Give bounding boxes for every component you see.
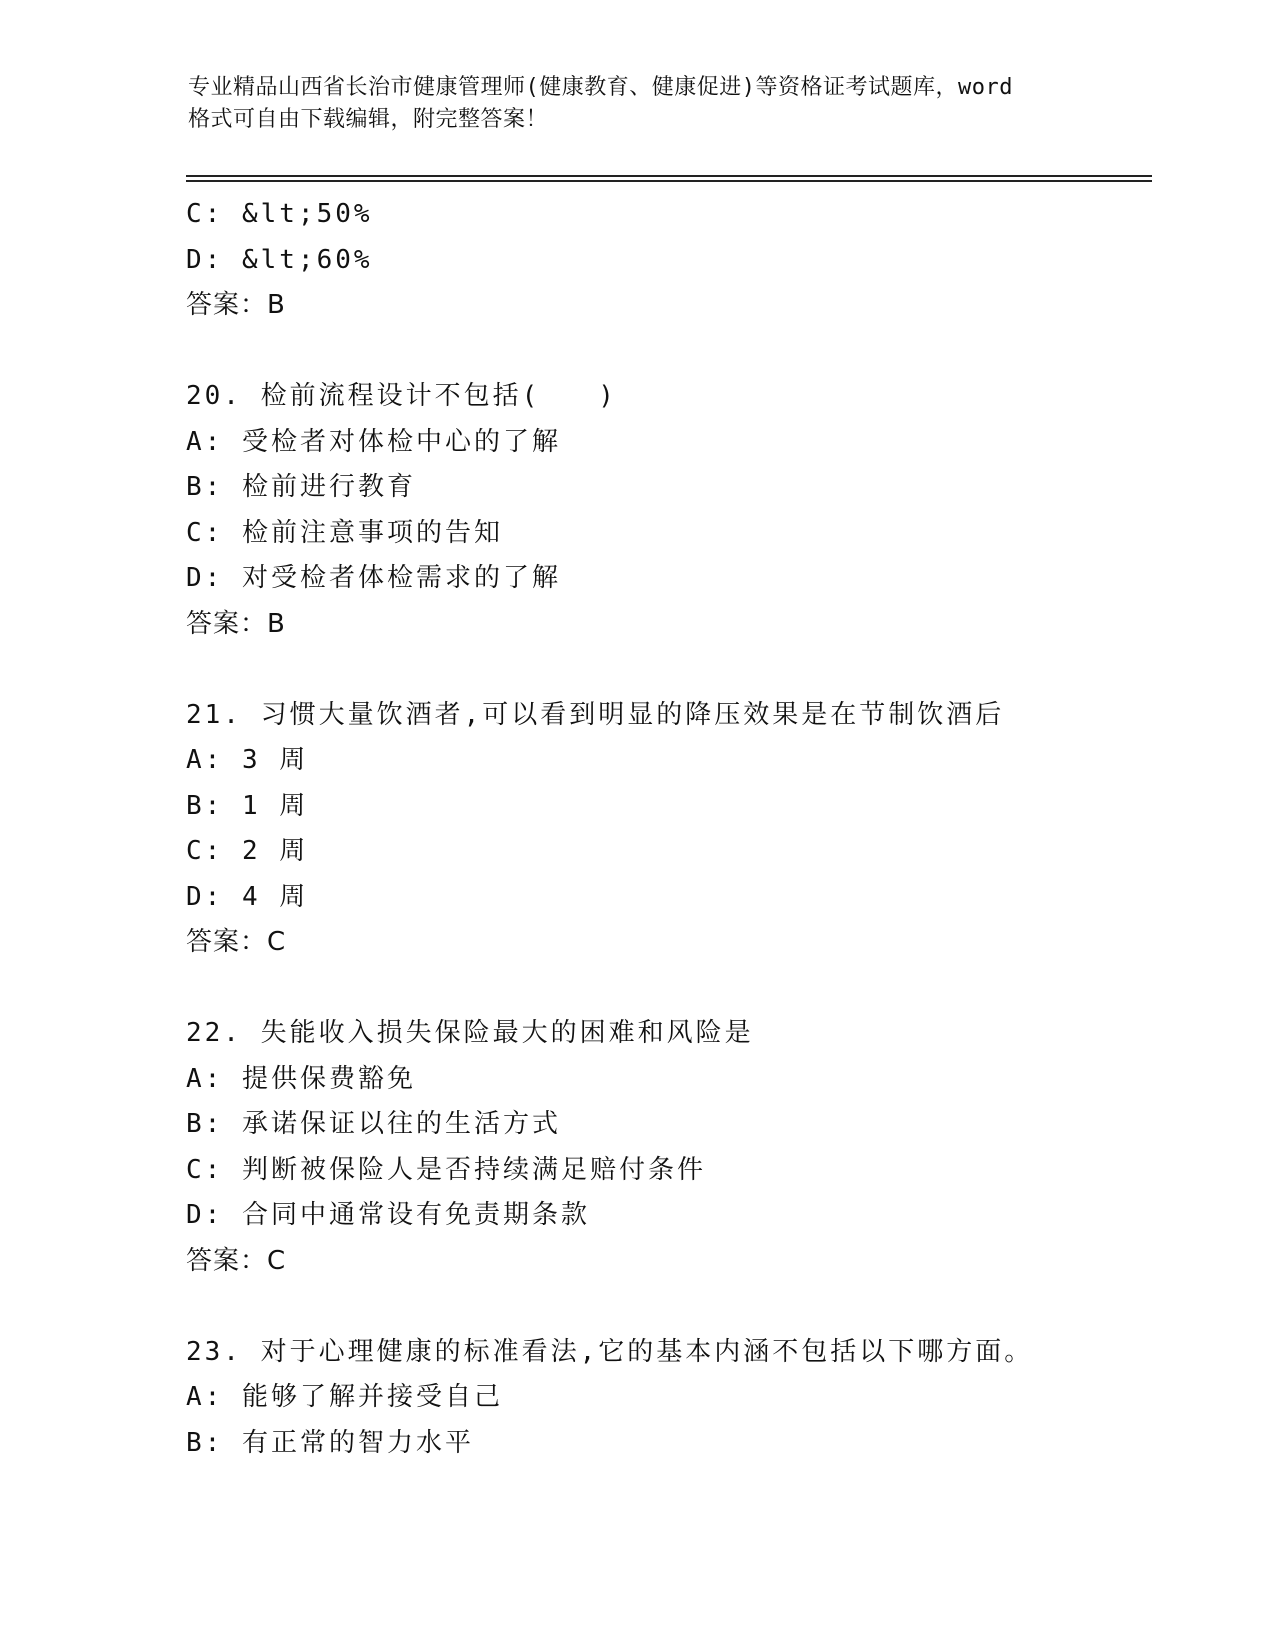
option-line: A: 提供保费豁免 bbox=[186, 1063, 416, 1094]
option-line: C: &lt;50% bbox=[186, 199, 373, 229]
option-line: D: 合同中通常设有免责期条款 bbox=[186, 1200, 590, 1230]
question-stem: 20. 检前流程设计不包括( ) bbox=[186, 381, 617, 411]
option-line: C: 2 周 bbox=[186, 836, 309, 866]
question-stem: 21. 习惯大量饮酒者,可以看到明显的降压效果是在节制饮酒后 bbox=[186, 699, 1005, 730]
answer-line: 答案：B bbox=[186, 608, 286, 639]
option-line: C: 检前注意事项的告知 bbox=[186, 517, 503, 548]
option-line: D: 4 周 bbox=[186, 881, 309, 912]
document-header bbox=[188, 72, 1088, 136]
spacer bbox=[186, 329, 1146, 375]
option-line: D: 对受检者体检需求的了解 bbox=[186, 563, 561, 593]
option-line: A: 3 周 bbox=[186, 745, 309, 775]
question-stem: 22. 失能收入损失保险最大的困难和风险是 bbox=[186, 1018, 754, 1048]
spacer bbox=[186, 1284, 1146, 1330]
spacer bbox=[186, 966, 1146, 1012]
answer-line: 答案：C bbox=[186, 927, 287, 957]
header-rule-top bbox=[186, 175, 1152, 177]
option-line: B: 有正常的智力水平 bbox=[186, 1427, 474, 1458]
question-stem: 23. 对于心理健康的标准看法,它的基本内涵不包括以下哪方面。 bbox=[186, 1336, 1034, 1367]
option-line: B: 检前进行教育 bbox=[186, 472, 416, 502]
answer-line: 答案：C bbox=[186, 1245, 287, 1276]
option-line: B: 承诺保证以往的生活方式 bbox=[186, 1109, 561, 1139]
header-line-2: 格式可自由下载编辑，附完整答案！ bbox=[188, 107, 549, 132]
question-list bbox=[186, 192, 1146, 1466]
option-line: A: 受检者对体检中心的了解 bbox=[186, 426, 561, 457]
option-line: D: &lt;60% bbox=[186, 244, 373, 275]
spacer bbox=[186, 647, 1146, 693]
header-rule-bottom bbox=[186, 180, 1152, 182]
answer-line: 答案：B bbox=[186, 290, 286, 320]
header-line-1: 专业精品山西省长治市健康管理师(健康教育、健康促进)等资格证考试题库，word bbox=[188, 75, 1013, 100]
option-line: A: 能够了解并接受自己 bbox=[186, 1382, 503, 1412]
option-line: B: 1 周 bbox=[186, 790, 309, 821]
option-line: C: 判断被保险人是否持续满足赔付条件 bbox=[186, 1154, 706, 1185]
